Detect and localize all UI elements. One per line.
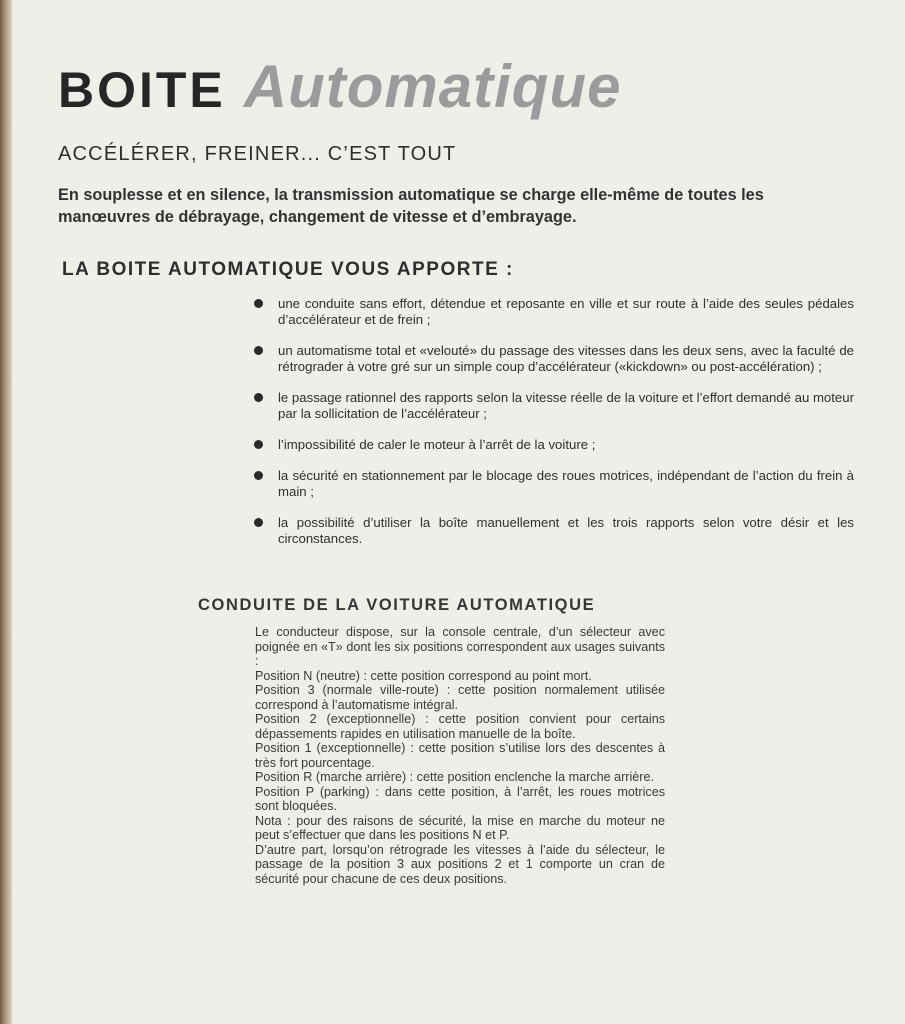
- benefits-heading: LA BOITE AUTOMATIQUE VOUS APPORTE :: [62, 259, 514, 280]
- title-word-boite: BOITE: [58, 62, 226, 118]
- list-item-text: l’impossibilité de caler le moteur à l’arrêt de la voiture ;: [278, 437, 596, 452]
- bullet-icon: [254, 471, 263, 480]
- title-word-automatique: Automatique: [243, 53, 622, 120]
- bullet-icon: [254, 346, 263, 355]
- document-page: [12, 0, 905, 1024]
- bullet-icon: [254, 518, 263, 527]
- list-item: [254, 437, 854, 453]
- page-title: [58, 52, 621, 121]
- list-item-text: une conduite sans effort, détendue et reposante en ville et sur route à l’aide des seules pédales d’accélérateur et de frein ;: [278, 296, 854, 327]
- driving-section-body: [255, 625, 665, 886]
- body-paragraph: Position 1 (exceptionnelle) : cette position s’utilise lors des descentes à très fort pourcentage.: [255, 741, 665, 770]
- body-paragraph: Position 3 (normale ville-route) : cette position normalement utilisée correspond à l’automatisme intégral.: [255, 683, 665, 712]
- list-item: [254, 468, 854, 500]
- bullet-icon: [254, 440, 263, 449]
- list-item-text: un automatisme total et «velouté» du passage des vitesses dans les deux sens, avec la faculté de rétrograder à votre gré sur un simple coup d’accélérateur («kickdown» ou post-accélération) ;: [278, 343, 854, 374]
- subtitle: ACCÉLÉRER, FREINER... C’EST TOUT: [58, 143, 457, 165]
- body-paragraph: D’autre part, lorsqu’on rétrograde les vitesses à l’aide du sélecteur, le passage de la position 3 aux positions 2 et 1 comporte un cran de sécurité pour chacune de ces deux positions.: [255, 842, 665, 886]
- bullet-icon: [254, 393, 263, 402]
- body-paragraph: Position P (parking) : dans cette position, à l’arrêt, les roues motrices sont bloquées.: [255, 784, 665, 813]
- list-item-text: la sécurité en stationnement par le blocage des roues motrices, indépendant de l’action du frein à main ;: [278, 468, 854, 499]
- list-item: [254, 296, 854, 328]
- list-item-text: le passage rationnel des rapports selon la vitesse réelle de la voiture et l’effort demandé au moteur par la sollicitation de l’accélérateur ;: [278, 390, 854, 421]
- benefits-list: [254, 296, 854, 562]
- intro-paragraph: En souplesse et en silence, la transmission automatique se charge elle-même de toutes les manœuvres de débrayage, changement de vitesse et d’embrayage.: [58, 186, 764, 226]
- bullet-icon: [254, 299, 263, 308]
- list-item: [254, 515, 854, 547]
- body-paragraph: Position R (marche arrière) : cette position enclenche la marche arrière.: [255, 770, 654, 784]
- body-paragraph: Le conducteur dispose, sur la console centrale, d’un sélecteur avec poignée en «T» dont les six positions correspondent aux usages suivants :: [255, 625, 665, 668]
- page-edge-binding: [0, 0, 12, 1024]
- list-item: [254, 343, 854, 375]
- driving-section-heading: CONDUITE DE LA VOITURE AUTOMATIQUE: [198, 596, 596, 614]
- body-paragraph: Position 2 (exceptionnelle) : cette position convient pour certains dépassements rapides en utilisation manuelle de la boîte.: [255, 712, 665, 741]
- list-item-text: la possibilité d’utiliser la boîte manuellement et les trois rapports selon votre désir et les circonstances.: [278, 515, 854, 546]
- body-paragraph: Nota : pour des raisons de sécurité, la mise en marche du moteur ne peut s’effectuer que dans les positions N et P.: [255, 813, 665, 842]
- list-item: [254, 390, 854, 422]
- body-paragraph: Position N (neutre) : cette position correspond au point mort.: [255, 668, 592, 683]
